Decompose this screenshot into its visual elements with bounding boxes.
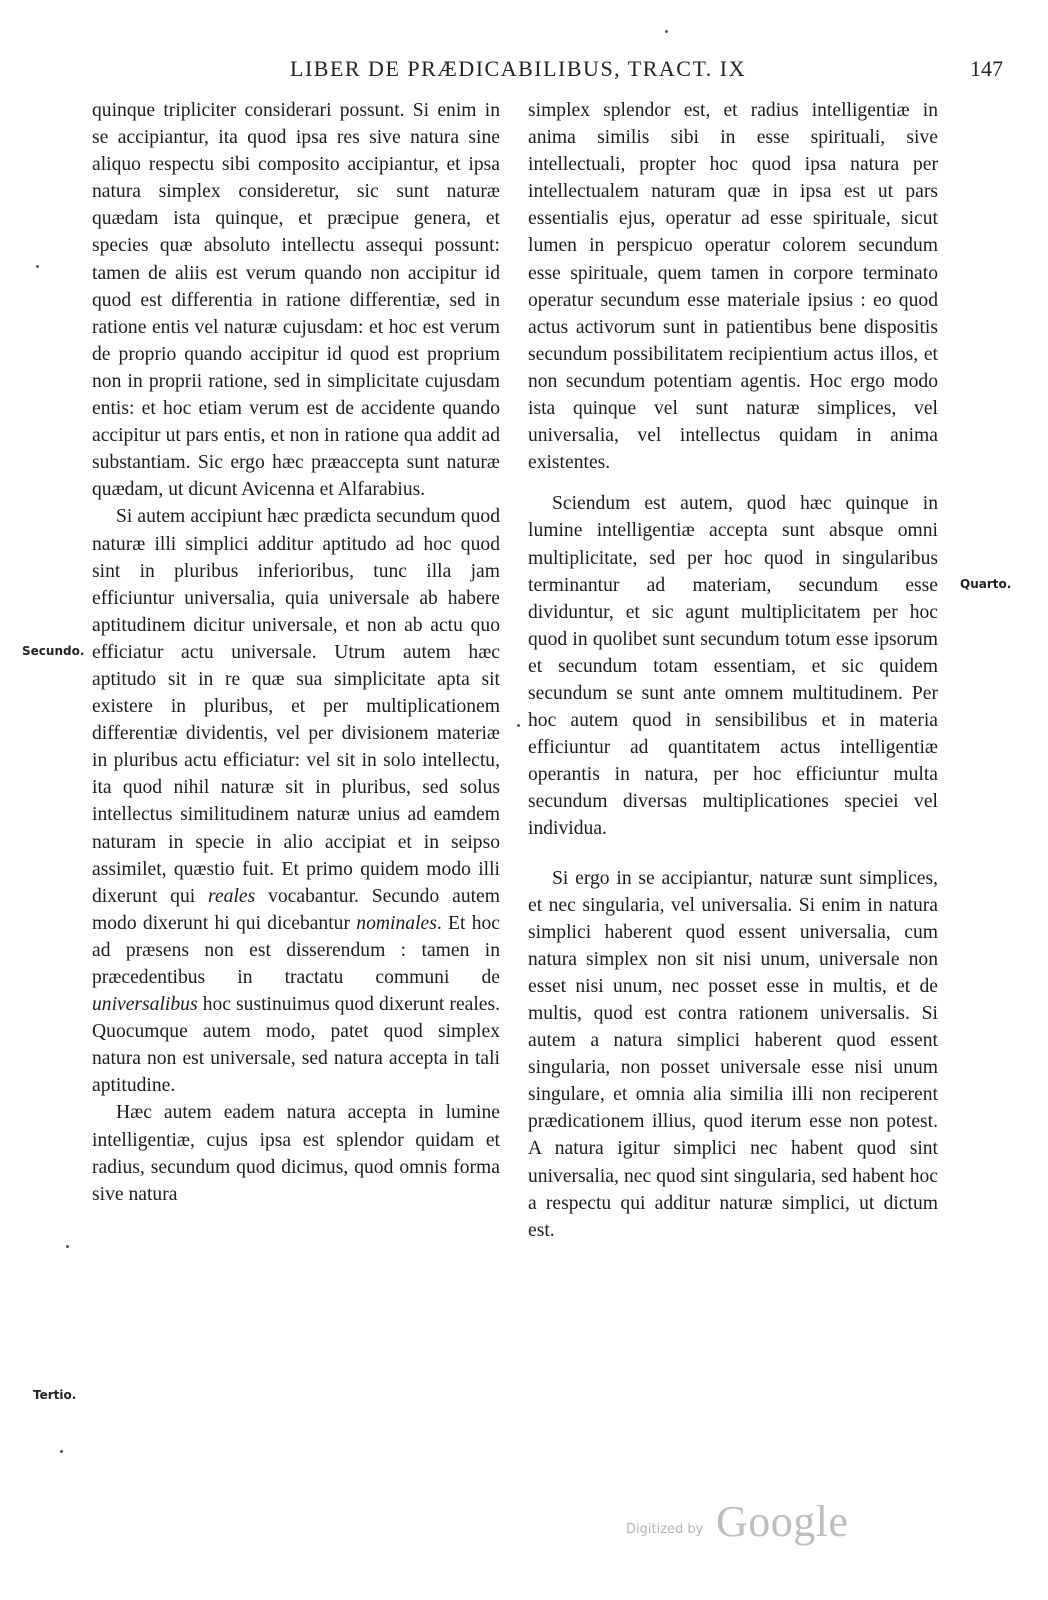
left-column	[92, 97, 500, 1208]
margin-note-secundo: Secundo.	[22, 644, 85, 658]
ink-speck	[517, 724, 520, 727]
ink-speck	[66, 1245, 69, 1248]
term-nominales: nominales	[356, 912, 437, 934]
term-universalibus: universalibus	[92, 994, 198, 1016]
google-logo: Google	[716, 1497, 849, 1546]
page-number: 147	[970, 56, 1003, 81]
page-header	[0, 56, 1048, 86]
right-column	[528, 97, 938, 1244]
term-reales: reales	[208, 885, 256, 907]
paragraph-secundo: Si autem accipiunt hæc prædicta secundum quod naturæ illi simplici additur aptitudo ad hoc quod sint in pluribus inferioribus, tunc illa jam efficiuntur universalia, quia universale ab habere aptitudinem dicitur universale, et non ab actu quo efficiatur actu universale. Utrum autem hæc aptitudo sit in re quæ sua simplicitate apta sit existere in pluribus, et per multiplicationem differentiæ dividentis, vel per divisionem materiæ in pluribus actu efficiatur: vel sit in solo intellectu, ita quod nihil naturæ sit in pluribus, sed solus intellectus similitudinem naturæ unius ad eamdem naturam in specie in alio accipiat et in seipso assimilet, quæstio fuit. Et primo quidem modo illi dixerunt qui reales vocabantur. Secundo autem modo dixerunt hi qui dicebantur nominales. Et hoc ad præsens non est disserendum : tamen in præcedentibus in tractatu communi de universalibus hoc sustinuimus quod dixerunt reales. Quocumque autem modo, patet quod simplex natura non est universale, sed natura accepta in tali aptitudine.	[92, 506, 500, 1097]
paragraph-tertio: Hæc autem eadem natura accepta in lumine intelligentiæ, cujus ipsa est splendor quidam et radius, secundum quod dicimus, quod omnis forma sive natura	[92, 1102, 500, 1205]
ink-speck	[60, 1450, 63, 1453]
paragraph-primo: quinque tripliciter considerari possunt. Si enim in se accipiantur, ita quod ipsa res sive natura sine aliquo respectu sibi composito accipiantur, et ipsa natura simplex consideretur, sic sunt naturæ quædam ista quinque, et præcipue genera, et species quæ absoluto intellectu assequi possunt: tamen de aliis est verum quando non accipitur id quod est differentia in ratione differentiæ, sed in ratione entis vel naturæ cujusdam: et hoc est verum de proprio quando accipitur id quod est proprium non in proprii ratione, sed in simplicitate cujusdam entis: et hoc etiam verum est de accidente quando accipitur ut pars entis, et non in ratione qua addit ad substantiam. Sic ergo hæc præaccepta sunt naturæ quædam, ut dicunt Avicenna et Alfarabius.	[92, 100, 500, 501]
margin-note-quarto: Quarto.	[960, 577, 1012, 591]
digitized-by-label: Digitized by	[626, 1522, 704, 1537]
paragraph-continuation: simplex splendor est, et radius intelligentiæ in anima similis sibi in esse spirituali, sive intellectuali, propter hoc quod ipsa natura per intellectualem naturam quæ in ipsa est ut pars essentialis ejus, operatur ad esse spirituale, sicut lumen in perspicuo operatur colorem secundum esse spirituale, quem tamen in corpore terminato operatur secundum esse materiale ipsius : eo quod actus activorum sunt in patientibus bene dispositis secundum possibilitatem recipientium actus illos, et non secundum potentiam agentis. Hoc ergo modo ista quinque vel sunt naturæ simplices, vel universalia, vel intellectus quidam in anima existentes.	[528, 100, 938, 474]
ink-speck	[665, 30, 668, 33]
margin-note-tertio: Tertio.	[33, 1388, 77, 1402]
digitized-by-google-watermark	[626, 1490, 886, 1550]
paragraph-quarto: Sciendum est autem, quod hæc quinque in lumine intelligentiæ accepta sunt absque omni multiplicitate, sed per hoc quod in singularibus terminantur ad materiam, secundum esse dividuntur, et sic agunt multiplicitatem per hoc quod in quolibet sunt secundum totum esse ipsorum et secundum totam essentiam, et sic quidem secundum se sunt ante omnem multitudinem. Per hoc autem quod in sensibilibus et in materia efficiuntur ad quantitatem actus intelligentiæ operantis in natura, per hoc efficiuntur multa secundum diversas multiplicationes speciei vel individua.	[528, 493, 938, 840]
paragraph-conclusion: Si ergo in se accipiantur, naturæ sunt simplices, et nec singularia, vel universalia. Si enim in natura simplici haberent quod essent universalia, cum natura simplex non sit nisi unum, universale non esset nisi unum, nec posset esse in multis, et de multis, quod est contra rationem universalis. Si autem a natura simplici haberent quod essent singularia, non posset universale esse nisi unum singulare, et omnia alia similia illi non reciperent prædicationem illius, quod iterum esse non potest. A natura igitur simplici nec habent quod sint universalia, nec quod sint singularia, sed habent hoc a respectu qui additur naturæ simplici, ut dictum est.	[528, 867, 938, 1241]
running-title: LIBER DE PRÆDICABILIBUS, TRACT. IX	[290, 56, 746, 81]
ink-speck	[36, 265, 39, 268]
